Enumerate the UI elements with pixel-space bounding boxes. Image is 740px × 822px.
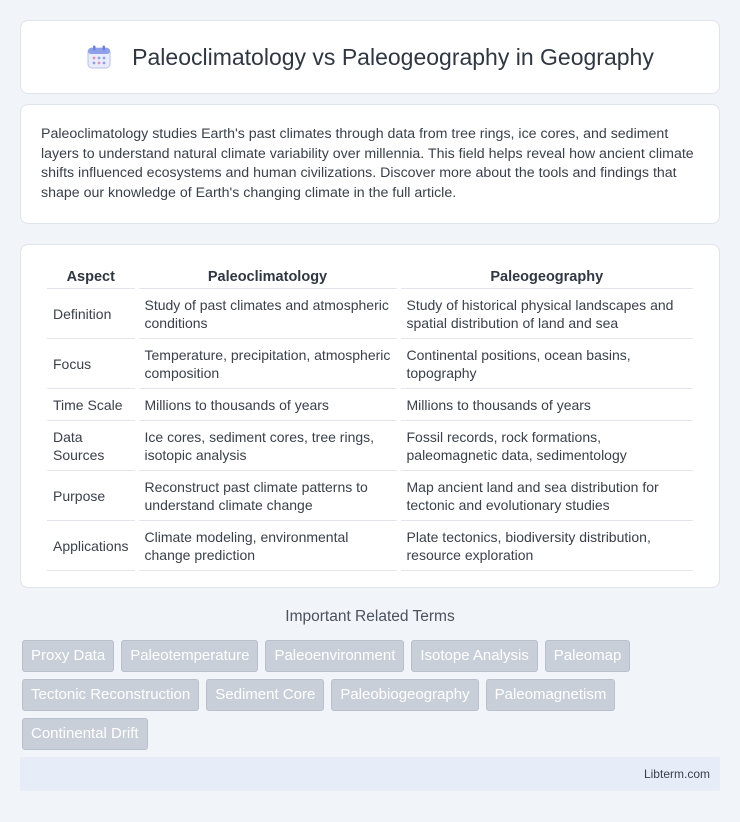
row-paleoclimatology: Reconstruct past climate patterns to understand climate change <box>139 471 397 521</box>
row-aspect: Applications <box>47 521 135 571</box>
column-header-paleoclimatology: Paleoclimatology <box>139 265 397 289</box>
tag-paleomap[interactable]: Paleomap <box>545 640 631 672</box>
row-aspect: Time Scale <box>47 389 135 421</box>
row-aspect: Purpose <box>47 471 135 521</box>
table-row <box>47 389 693 421</box>
tag-paleotemperature[interactable]: Paleotemperature <box>121 640 258 672</box>
tag-paleoenvironment[interactable]: Paleoenvironment <box>265 640 404 672</box>
column-header-aspect: Aspect <box>47 265 135 289</box>
row-paleogeography: Study of historical physical landscapes and spatial distribution of land and sea <box>401 289 694 339</box>
tag-tectonic-reconstruction[interactable]: Tectonic Reconstruction <box>22 679 199 711</box>
row-paleoclimatology: Ice cores, sediment cores, tree rings, isotopic analysis <box>139 421 397 471</box>
tag-isotope-analysis[interactable]: Isotope Analysis <box>411 640 537 672</box>
row-paleoclimatology: Temperature, precipitation, atmospheric composition <box>139 339 397 389</box>
header-card <box>20 20 720 94</box>
row-paleogeography: Map ancient land and sea distribution for tectonic and evolutionary studies <box>401 471 694 521</box>
row-paleoclimatology: Study of past climates and atmospheric conditions <box>139 289 397 339</box>
row-paleoclimatology: Climate modeling, environmental change prediction <box>139 521 397 571</box>
row-paleogeography: Millions to thousands of years <box>401 389 694 421</box>
tag-paleomagnetism[interactable]: Paleomagnetism <box>486 679 616 711</box>
related-terms-title: Important Related Terms <box>285 608 455 625</box>
intro-card <box>20 104 720 224</box>
tag-proxy-data[interactable]: Proxy Data <box>22 640 114 672</box>
table-row <box>47 471 693 521</box>
row-aspect: Focus <box>47 339 135 389</box>
table-row <box>47 521 693 571</box>
row-paleoclimatology: Millions to thousands of years <box>139 389 397 421</box>
footer <box>20 757 720 791</box>
row-paleogeography: Fossil records, rock formations, paleomagnetic data, sedimentology <box>401 421 694 471</box>
row-aspect: Definition <box>47 289 135 339</box>
row-aspect: Data Sources <box>47 421 135 471</box>
tag-continental-drift[interactable]: Continental Drift <box>22 718 148 750</box>
table-row <box>47 339 693 389</box>
footer-site-link[interactable]: Libterm.com <box>643 767 710 781</box>
intro-text: Paleoclimatology studies Earth's past climates through data from tree rings, ice cores, and sediment layers to understand natural climate variability over millennia. This field helps reveal how ancient climate shifts influenced ecosystems and human civilizations. Discover more about the tools and findings that shape our knowledge of Earth's changing climate in the full article. <box>41 126 694 201</box>
table-row <box>47 289 693 339</box>
table-row <box>47 421 693 471</box>
calendar-icon <box>86 44 112 70</box>
header <box>86 44 654 71</box>
page-title: Paleoclimatology vs Paleogeography in Geography <box>132 43 654 70</box>
comparison-table-card <box>20 244 720 588</box>
tag-sediment-core[interactable]: Sediment Core <box>206 679 324 711</box>
row-paleogeography: Continental positions, ocean basins, topography <box>401 339 694 389</box>
column-header-paleogeography: Paleogeography <box>401 265 694 289</box>
tag-paleobiogeography[interactable]: Paleobiogeography <box>331 679 478 711</box>
comparison-table <box>43 265 697 571</box>
related-terms-list <box>22 640 722 750</box>
table-header-row <box>47 265 693 289</box>
row-paleogeography: Plate tectonics, biodiversity distribution, resource exploration <box>401 521 694 571</box>
